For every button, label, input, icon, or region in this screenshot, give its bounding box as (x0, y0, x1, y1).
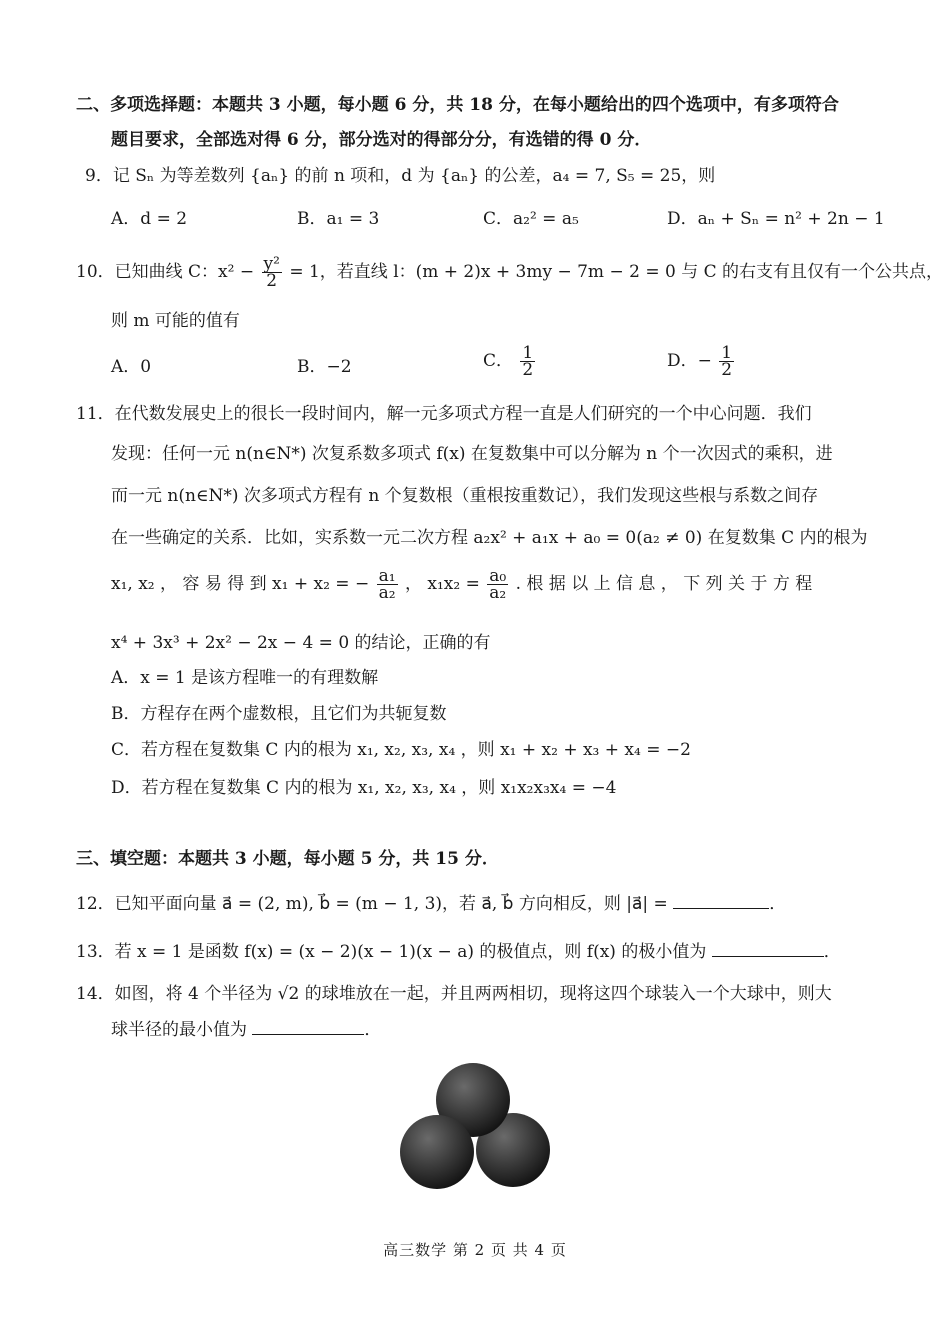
q10-stem-part1: 10．已知曲线 C：x² − (76, 262, 255, 282)
q11-fraction-product-num: a₀ (489, 566, 507, 586)
section2-title-line2: 题目要求，全部选对得 6 分，部分选对的得部分分，有选错的得 0 分． (111, 130, 652, 150)
q11-fraction-sum (377, 568, 398, 601)
q10-option-c-fraction (520, 345, 535, 378)
q14-answer-blank[interactable] (252, 1016, 364, 1035)
q11-fraction-product-den: a₂ (489, 583, 507, 603)
q11-line2: 发现：任何一元 n(n∈N*) 次复系数多项式 f(x) 在复数集中可以分解为 n 个一次因式的乘积，进 (111, 444, 833, 464)
q11-line3: 而一元 n(n∈N*) 次多项式方程有 n 个复数根（重根按重数记），我们发现这些根与系数之间存 (111, 486, 819, 506)
q9-option-a: A．d = 2 (111, 209, 188, 229)
page-footer: 高三数学 第 2 页 共 4 页 (383, 1241, 567, 1259)
q12-end: ． (769, 894, 787, 914)
q13 (76, 938, 841, 964)
q9-option-c: C．a₂² = a₅ (483, 209, 579, 229)
q11-option-b: B．方程存在两个虚数根，且它们为共轭复数 (111, 704, 447, 724)
q14-end: ． (364, 1020, 382, 1040)
q10-option-a: A．0 (111, 357, 152, 377)
q10-option-c-label: C． (483, 351, 514, 371)
q10-option-d-num: 1 (721, 343, 733, 363)
q11-fraction-sum-den: a₂ (378, 583, 396, 603)
q10-fraction (262, 256, 282, 289)
q10-option-b: B．−2 (297, 357, 352, 377)
q9-option-d: D．aₙ + Sₙ = n² + 2n − 1 (667, 209, 885, 229)
q10-option-d-den: 2 (721, 360, 733, 380)
q11-line5-part-b: ， x₁x₂ = (404, 574, 480, 594)
q14-line2-text: 球半径的最小值为 (111, 1020, 247, 1040)
q9-option-b: B．a₁ = 3 (297, 209, 380, 229)
q11-line5-part-c: . 根 据 以 上 信 息 ， 下 列 关 于 方 程 (515, 574, 813, 594)
q10-option-d-fraction (719, 345, 734, 378)
q12-answer-blank[interactable] (673, 890, 769, 909)
q10-stem-line2: 则 m 可能的值有 (111, 311, 240, 331)
q11-fraction-sum-num: a₁ (378, 566, 396, 586)
sphere-front-left (400, 1115, 474, 1189)
q10-option-d (667, 345, 736, 378)
q10-stem-part2: = 1，若直线 l：(m + 2)x + 3my − 7m − 2 = 0 与 C 的右支有且仅有一个公共点， (289, 262, 944, 282)
q10-option-c (483, 345, 537, 378)
q9-stem: 9．记 Sₙ 为等差数列 {aₙ} 的前 n 项和，d 为 {aₙ} 的公差，a₄ = 7, S₅ = 25，则 (85, 166, 716, 186)
q11-line5-part-a: x₁, x₂ ， 容 易 得 到 x₁ + x₂ = − (111, 574, 370, 594)
q13-end: ． (823, 942, 841, 962)
q11-line1: 11．在代数发展史上的很长一段时间内，解一元多项式方程一直是人们研究的一个中心问题．我们 (76, 404, 812, 424)
q10-stem (76, 256, 943, 289)
section3-title: 三、填空题：本题共 3 小题，每小题 5 分，共 15 分． (76, 849, 499, 869)
q11-option-a: A．x = 1 是该方程唯一的有理数解 (111, 668, 379, 688)
stacked-spheres-figure (395, 1058, 555, 1198)
q12-text: 12．已知平面向量 a⃗ = (2, m), b⃗ = (m − 1, 3)，若 a⃗, b⃗ 方向相反，则 |a⃗| = (76, 894, 668, 914)
section2-title-line1: 二、多项选择题：本题共 3 小题，每小题 6 分，共 18 分，在每小题给出的四个选项中，有多项符合 (76, 95, 839, 115)
q11-line5 (111, 568, 812, 601)
q10-option-c-den: 2 (522, 360, 534, 380)
q13-text: 13．若 x = 1 是函数 f(x) = (x − 2)(x − 1)(x − a) 的极值点，则 f(x) 的极小值为 (76, 942, 707, 962)
q10-option-c-num: 1 (522, 343, 534, 363)
q10-fraction-num: y² (263, 254, 280, 274)
q11-option-d: D．若方程在复数集 C 内的根为 x₁, x₂, x₃, x₄ ，则 x₁x₂x₃x₄ = −4 (111, 778, 617, 798)
q12 (76, 890, 786, 916)
q14-line1: 14．如图，将 4 个半径为 √2 的球堆放在一起，并且两两相切，现将这四个球装入一个大球中，则大 (76, 984, 832, 1004)
q11-line4: 在一些确定的关系．比如，实系数一元二次方程 a₂x² + a₁x + a₀ = 0(a₂ ≠ 0) 在复数集 C 内的根为 (111, 528, 868, 548)
q10-option-d-label: D．− (667, 351, 712, 371)
q11-option-c: C．若方程在复数集 C 内的根为 x₁, x₂, x₃, x₄ ，则 x₁ + x₂ + x₃ + x₄ = −2 (111, 740, 691, 760)
q11-fraction-product (487, 568, 508, 601)
q10-fraction-den: 2 (266, 271, 278, 291)
q11-line6: x⁴ + 3x³ + 2x² − 2x − 4 = 0 的结论，正确的有 (111, 633, 491, 653)
q13-answer-blank[interactable] (712, 938, 824, 957)
q14-line2 (111, 1016, 381, 1042)
